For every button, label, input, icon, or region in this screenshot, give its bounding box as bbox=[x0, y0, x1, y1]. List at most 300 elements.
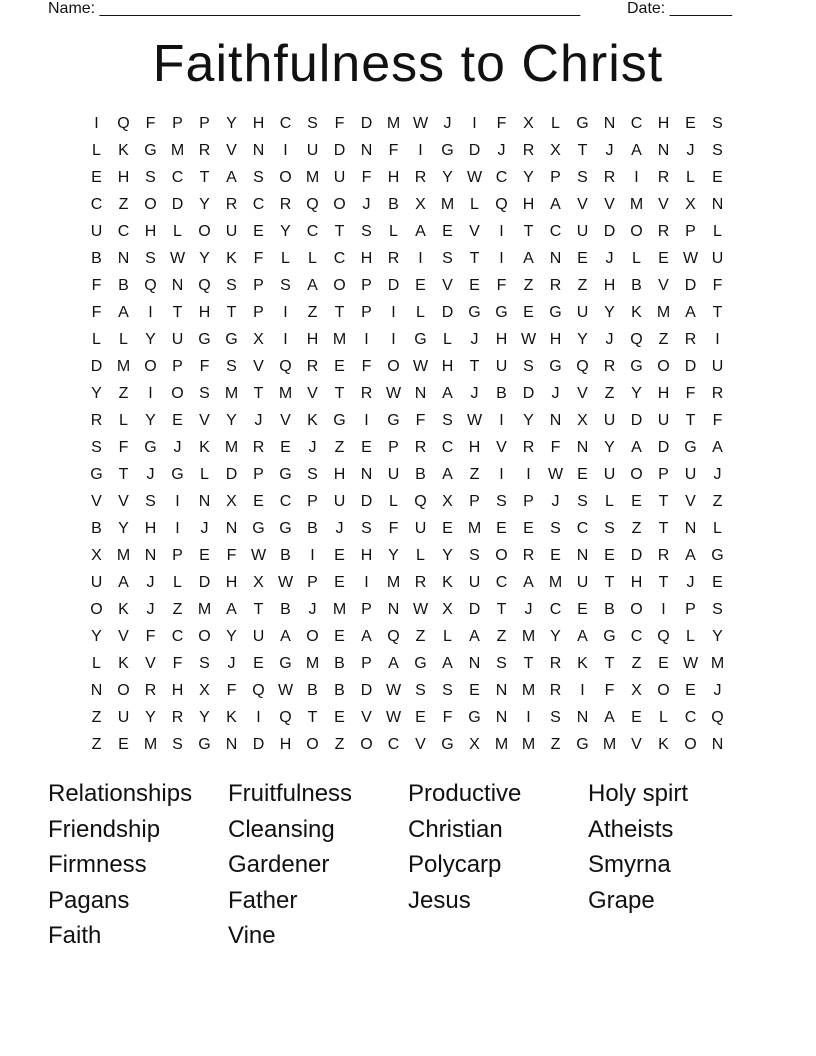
grid-letter: C bbox=[684, 709, 697, 726]
grid-letter: L bbox=[119, 412, 128, 429]
grid-letter: J bbox=[605, 250, 614, 267]
grid-letter: G bbox=[198, 331, 211, 348]
grid-letter: R bbox=[657, 223, 670, 240]
grid-letter: N bbox=[495, 709, 508, 726]
grid-letter: R bbox=[657, 547, 670, 564]
grid-letter: H bbox=[441, 358, 454, 375]
grid-letter: I bbox=[715, 331, 720, 348]
grid-letter: N bbox=[657, 142, 670, 159]
grid-letter: R bbox=[549, 277, 562, 294]
grid-letter: L bbox=[686, 628, 695, 645]
grid-letter: T bbox=[577, 142, 588, 159]
grid-letter: X bbox=[415, 196, 426, 213]
grid-letter: F bbox=[226, 547, 237, 564]
grid-letter: S bbox=[280, 277, 291, 294]
grid-letter: L bbox=[443, 628, 452, 645]
grid-letter: B bbox=[91, 520, 102, 537]
grid-letter: X bbox=[442, 493, 453, 510]
grid-letter: Z bbox=[577, 277, 588, 294]
grid-letter: Y bbox=[199, 250, 210, 267]
grid-letter: N bbox=[225, 520, 238, 537]
grid-letter: L bbox=[281, 250, 290, 267]
grid-letter: N bbox=[711, 736, 724, 753]
grid-letter: D bbox=[657, 439, 670, 456]
grid-letter: R bbox=[414, 574, 427, 591]
grid-letter: A bbox=[685, 304, 696, 321]
grid-letter: P bbox=[361, 601, 372, 618]
grid-letter: F bbox=[712, 277, 723, 294]
grid-letter: N bbox=[495, 682, 508, 699]
grid-letter: B bbox=[388, 196, 399, 213]
grid-letter: G bbox=[549, 358, 562, 375]
grid-letter: R bbox=[252, 439, 265, 456]
grid-letter: Y bbox=[199, 709, 210, 726]
grid-letter: A bbox=[469, 628, 480, 645]
grid-letter: D bbox=[90, 358, 103, 375]
grid-letter: U bbox=[684, 466, 697, 483]
grid-letter: G bbox=[441, 736, 454, 753]
grid-letter: J bbox=[146, 601, 155, 618]
grid-letter: I bbox=[661, 601, 666, 618]
grid-letter: K bbox=[442, 574, 453, 591]
grid-letter: D bbox=[333, 142, 346, 159]
grid-letter: H bbox=[333, 466, 346, 483]
grid-letter: N bbox=[576, 709, 589, 726]
grid-letter: C bbox=[576, 520, 589, 537]
grid-letter: G bbox=[387, 412, 400, 429]
grid-letter: B bbox=[496, 385, 507, 402]
grid-letter: M bbox=[386, 574, 401, 591]
grid-letter: T bbox=[307, 709, 318, 726]
grid-letter: D bbox=[360, 493, 373, 510]
grid-letter: I bbox=[499, 466, 504, 483]
grid-letter: G bbox=[144, 439, 157, 456]
grid-letter: K bbox=[658, 736, 669, 753]
grid-letter: P bbox=[172, 115, 183, 132]
grid-letter: A bbox=[118, 574, 129, 591]
grid-letter: N bbox=[684, 520, 697, 537]
grid-letter: S bbox=[712, 142, 723, 159]
grid-letter: C bbox=[549, 223, 562, 240]
grid-letter: H bbox=[144, 520, 157, 537]
grid-letter: L bbox=[632, 250, 641, 267]
grid-letter: M bbox=[494, 736, 509, 753]
grid-letter: T bbox=[253, 385, 264, 402]
grid-letter: V bbox=[658, 277, 669, 294]
grid-letter: E bbox=[253, 223, 264, 240]
grid-letter: W bbox=[682, 250, 699, 267]
grid-letter: E bbox=[118, 736, 129, 753]
grid-letter: V bbox=[307, 385, 318, 402]
grid-letter: J bbox=[146, 466, 155, 483]
grid-letter: Q bbox=[630, 331, 643, 348]
grid-letter: T bbox=[685, 412, 696, 429]
grid-letter: T bbox=[199, 169, 210, 186]
grid-letter: K bbox=[307, 412, 318, 429]
grid-letter: A bbox=[604, 709, 615, 726]
grid-letter: X bbox=[226, 493, 237, 510]
grid-letter: H bbox=[198, 304, 211, 321]
grid-letter: Z bbox=[334, 736, 345, 753]
grid-letter: R bbox=[522, 439, 535, 456]
grid-letter: R bbox=[171, 709, 184, 726]
grid-letter: O bbox=[306, 628, 319, 645]
grid-letter: V bbox=[145, 655, 156, 672]
grid-letter: S bbox=[712, 115, 723, 132]
grid-letter: A bbox=[280, 628, 291, 645]
grid-letter: J bbox=[551, 493, 560, 510]
grid-letter: I bbox=[499, 412, 504, 429]
grid-letter: G bbox=[279, 520, 292, 537]
grid-letter: W bbox=[277, 574, 294, 591]
grid-letter: I bbox=[499, 250, 504, 267]
grid-letter: G bbox=[576, 115, 589, 132]
grid-letter: W bbox=[412, 115, 429, 132]
grid-letter: Y bbox=[91, 385, 102, 402]
grid-letter: A bbox=[442, 655, 453, 672]
grid-letter: R bbox=[360, 385, 373, 402]
grid-letter: J bbox=[686, 142, 695, 159]
grid-letter: P bbox=[550, 169, 561, 186]
grid-letter: K bbox=[118, 142, 129, 159]
grid-letter: I bbox=[148, 385, 153, 402]
grid-letter: R bbox=[522, 142, 535, 159]
grid-letter: F bbox=[91, 304, 102, 321]
grid-letter: V bbox=[496, 439, 507, 456]
grid-letter: F bbox=[415, 412, 426, 429]
grid-letter: M bbox=[629, 196, 644, 213]
grid-letter: Z bbox=[496, 628, 507, 645]
grid-letter: V bbox=[118, 493, 129, 510]
grid-letter: J bbox=[254, 412, 263, 429]
grid-letter: M bbox=[224, 385, 239, 402]
grid-letter: P bbox=[361, 304, 372, 321]
grid-letter: E bbox=[253, 655, 264, 672]
grid-letter: E bbox=[550, 547, 561, 564]
grid-letter: E bbox=[469, 277, 480, 294]
grid-letter: I bbox=[175, 493, 180, 510]
grid-letter: U bbox=[657, 412, 670, 429]
grid-letter: M bbox=[521, 736, 536, 753]
grid-letter: U bbox=[333, 169, 346, 186]
grid-letter: A bbox=[685, 547, 696, 564]
grid-letter: P bbox=[172, 547, 183, 564]
grid-letter: U bbox=[252, 628, 265, 645]
grid-letter: S bbox=[496, 493, 507, 510]
grid-letter: I bbox=[175, 520, 180, 537]
grid-letter: C bbox=[495, 169, 508, 186]
grid-letter: Y bbox=[145, 709, 156, 726]
grid-letter: N bbox=[144, 547, 157, 564]
grid-letter: J bbox=[551, 385, 560, 402]
grid-letter: S bbox=[577, 169, 588, 186]
grid-letter: S bbox=[253, 169, 264, 186]
grid-letter: B bbox=[631, 277, 642, 294]
grid-letter: H bbox=[306, 331, 319, 348]
grid-letter: Z bbox=[307, 304, 318, 321]
grid-letter: R bbox=[549, 682, 562, 699]
grid-letter: S bbox=[442, 682, 453, 699]
grid-letter: I bbox=[418, 142, 423, 159]
grid-letter: I bbox=[283, 331, 288, 348]
grid-letter: R bbox=[684, 331, 697, 348]
grid-letter: G bbox=[495, 304, 508, 321]
grid-letter: Q bbox=[711, 709, 724, 726]
grid-letter: U bbox=[117, 709, 130, 726]
grid-letter: D bbox=[603, 223, 616, 240]
grid-letter: W bbox=[466, 412, 483, 429]
grid-letter: S bbox=[577, 493, 588, 510]
grid-letter: D bbox=[252, 736, 265, 753]
grid-letter: K bbox=[118, 601, 129, 618]
grid-letter: N bbox=[414, 385, 427, 402]
grid-letter: V bbox=[685, 493, 696, 510]
grid-letter: L bbox=[416, 304, 425, 321]
grid-letter: F bbox=[172, 655, 183, 672]
name-field-label: Name: ______________________________________________________ bbox=[48, 0, 581, 17]
grid-letter: Z bbox=[658, 331, 669, 348]
grid-letter: O bbox=[279, 169, 292, 186]
grid-letter: Q bbox=[306, 196, 319, 213]
word-bank bbox=[48, 779, 768, 957]
grid-letter: B bbox=[334, 682, 345, 699]
letter-grid bbox=[83, 114, 735, 762]
grid-letter: W bbox=[466, 169, 483, 186]
grid-letter: L bbox=[173, 223, 182, 240]
grid-letter: S bbox=[199, 385, 210, 402]
grid-letter: P bbox=[361, 655, 372, 672]
grid-letter: X bbox=[469, 736, 480, 753]
grid-letter: E bbox=[604, 547, 615, 564]
grid-letter: O bbox=[333, 277, 346, 294]
grid-letter: I bbox=[526, 466, 531, 483]
grid-letter: W bbox=[412, 358, 429, 375]
grid-letter: T bbox=[334, 304, 345, 321]
grid-letter: D bbox=[468, 601, 481, 618]
grid-letter: H bbox=[252, 115, 265, 132]
grid-letter: S bbox=[145, 169, 156, 186]
word-list-item: Smyrna bbox=[588, 851, 671, 878]
grid-letter: V bbox=[118, 628, 129, 645]
grid-letter: S bbox=[604, 520, 615, 537]
grid-letter: X bbox=[523, 115, 534, 132]
grid-letter: R bbox=[225, 196, 238, 213]
grid-letter: S bbox=[442, 412, 453, 429]
grid-letter: Q bbox=[117, 115, 130, 132]
word-list-item: Firmness bbox=[48, 851, 147, 878]
grid-letter: L bbox=[92, 331, 101, 348]
grid-letter: G bbox=[225, 331, 238, 348]
word-list-item: Atheists bbox=[588, 815, 674, 843]
grid-letter: D bbox=[360, 682, 373, 699]
grid-letter: F bbox=[226, 682, 237, 699]
word-list-item: Vine bbox=[228, 922, 276, 949]
grid-letter: S bbox=[550, 709, 561, 726]
grid-letter: W bbox=[277, 682, 294, 699]
grid-letter: J bbox=[605, 142, 614, 159]
grid-letter: Z bbox=[91, 736, 102, 753]
grid-letter: F bbox=[685, 385, 696, 402]
grid-letter: T bbox=[658, 493, 669, 510]
grid-letter: X bbox=[442, 601, 453, 618]
grid-letter: X bbox=[685, 196, 696, 213]
grid-letter: N bbox=[603, 115, 616, 132]
grid-letter: N bbox=[198, 493, 211, 510]
grid-letter: S bbox=[199, 655, 210, 672]
grid-letter: O bbox=[90, 601, 103, 618]
grid-letter: M bbox=[305, 169, 320, 186]
grid-letter: O bbox=[171, 385, 184, 402]
grid-letter: Z bbox=[712, 493, 723, 510]
grid-letter: V bbox=[253, 358, 264, 375]
grid-letter: P bbox=[253, 277, 264, 294]
grid-letter: F bbox=[118, 439, 129, 456]
grid-letter: O bbox=[144, 196, 157, 213]
grid-letter: G bbox=[414, 655, 427, 672]
grid-letter: L bbox=[713, 223, 722, 240]
grid-letter: W bbox=[385, 709, 402, 726]
grid-letter: B bbox=[307, 520, 318, 537]
grid-letter: C bbox=[549, 601, 562, 618]
grid-letter: M bbox=[224, 439, 239, 456]
grid-letter: Q bbox=[387, 628, 400, 645]
grid-letter: F bbox=[388, 142, 399, 159]
grid-letter: G bbox=[630, 358, 643, 375]
date-field-label: Date: _______ bbox=[627, 0, 732, 17]
grid-letter: J bbox=[605, 331, 614, 348]
grid-letter: E bbox=[712, 574, 723, 591]
grid-letter: Y bbox=[226, 115, 237, 132]
grid-letter: Z bbox=[550, 736, 561, 753]
grid-letter: I bbox=[580, 682, 585, 699]
grid-letter: F bbox=[712, 412, 723, 429]
grid-letter: G bbox=[171, 466, 184, 483]
grid-letter: Q bbox=[198, 277, 211, 294]
grid-letter: M bbox=[116, 547, 131, 564]
grid-letter: E bbox=[442, 223, 453, 240]
grid-letter: Y bbox=[199, 196, 210, 213]
grid-letter: P bbox=[523, 493, 534, 510]
grid-letter: Y bbox=[523, 169, 534, 186]
grid-letter: F bbox=[496, 277, 507, 294]
grid-letter: G bbox=[549, 304, 562, 321]
grid-letter: H bbox=[549, 331, 562, 348]
grid-letter: S bbox=[361, 520, 372, 537]
grid-letter: X bbox=[199, 682, 210, 699]
word-list-item: Faith bbox=[48, 922, 102, 949]
grid-letter: R bbox=[603, 358, 616, 375]
grid-letter: Y bbox=[712, 628, 723, 645]
grid-letter: F bbox=[361, 358, 372, 375]
grid-letter: U bbox=[171, 331, 184, 348]
grid-letter: T bbox=[658, 520, 669, 537]
grid-letter: V bbox=[361, 709, 372, 726]
grid-letter: E bbox=[523, 304, 534, 321]
grid-letter: B bbox=[280, 601, 291, 618]
grid-letter: Y bbox=[523, 412, 534, 429]
grid-letter: G bbox=[576, 736, 589, 753]
grid-letter: O bbox=[117, 682, 130, 699]
grid-letter: G bbox=[90, 466, 103, 483]
grid-letter: W bbox=[250, 547, 267, 564]
grid-letter: T bbox=[253, 601, 264, 618]
grid-letter: F bbox=[496, 115, 507, 132]
grid-letter: V bbox=[280, 412, 291, 429]
grid-letter: B bbox=[91, 250, 102, 267]
grid-letter: D bbox=[684, 358, 697, 375]
grid-letter: I bbox=[364, 412, 369, 429]
grid-letter: L bbox=[659, 709, 668, 726]
grid-letter: C bbox=[387, 736, 400, 753]
grid-letter: R bbox=[144, 682, 157, 699]
grid-letter: G bbox=[333, 412, 346, 429]
grid-letter: L bbox=[443, 331, 452, 348]
grid-letter: A bbox=[550, 196, 561, 213]
grid-letter: C bbox=[171, 169, 184, 186]
grid-letter: J bbox=[200, 520, 209, 537]
grid-letter: T bbox=[469, 250, 480, 267]
grid-letter: E bbox=[577, 466, 588, 483]
word-list-item: Father bbox=[228, 886, 298, 914]
word-list-item: Productive bbox=[408, 780, 522, 807]
grid-letter: T bbox=[334, 223, 345, 240]
grid-letter: M bbox=[305, 655, 320, 672]
grid-letter: E bbox=[415, 277, 426, 294]
grid-letter: E bbox=[658, 250, 669, 267]
grid-letter: L bbox=[686, 169, 695, 186]
grid-letter: U bbox=[333, 493, 346, 510]
grid-letter: B bbox=[604, 601, 615, 618]
grid-letter: L bbox=[200, 466, 209, 483]
grid-letter: D bbox=[630, 412, 643, 429]
grid-letter: L bbox=[308, 250, 317, 267]
grid-letter: H bbox=[495, 331, 508, 348]
grid-letter: E bbox=[253, 493, 264, 510]
grid-letter: C bbox=[279, 115, 292, 132]
grid-letter: H bbox=[630, 574, 643, 591]
grid-letter: W bbox=[169, 250, 186, 267]
grid-letter: S bbox=[550, 520, 561, 537]
grid-letter: U bbox=[90, 574, 103, 591]
grid-letter: U bbox=[306, 142, 319, 159]
grid-letter: N bbox=[576, 547, 589, 564]
grid-letter: C bbox=[630, 115, 643, 132]
grid-letter: Y bbox=[550, 628, 561, 645]
grid-letter: E bbox=[280, 439, 291, 456]
grid-letter: K bbox=[577, 655, 588, 672]
grid-letter: I bbox=[634, 169, 639, 186]
grid-letter: S bbox=[307, 466, 318, 483]
grid-letter: U bbox=[576, 304, 589, 321]
word-list-item: Fruitfulness bbox=[228, 780, 353, 807]
grid-letter: V bbox=[226, 142, 237, 159]
grid-letter: H bbox=[117, 169, 130, 186]
grid-letter: R bbox=[414, 439, 427, 456]
grid-letter: E bbox=[361, 439, 372, 456]
grid-letter: E bbox=[631, 493, 642, 510]
grid-letter: P bbox=[307, 493, 318, 510]
grid-letter: G bbox=[468, 304, 481, 321]
grid-letter: Z bbox=[631, 655, 642, 672]
grid-letter: D bbox=[522, 385, 535, 402]
grid-letter: F bbox=[199, 358, 210, 375]
grid-letter: E bbox=[442, 520, 453, 537]
grid-letter: Q bbox=[657, 628, 670, 645]
grid-letter: J bbox=[443, 115, 452, 132]
grid-letter: M bbox=[332, 331, 347, 348]
grid-letter: Y bbox=[226, 412, 237, 429]
grid-letter: C bbox=[495, 574, 508, 591]
